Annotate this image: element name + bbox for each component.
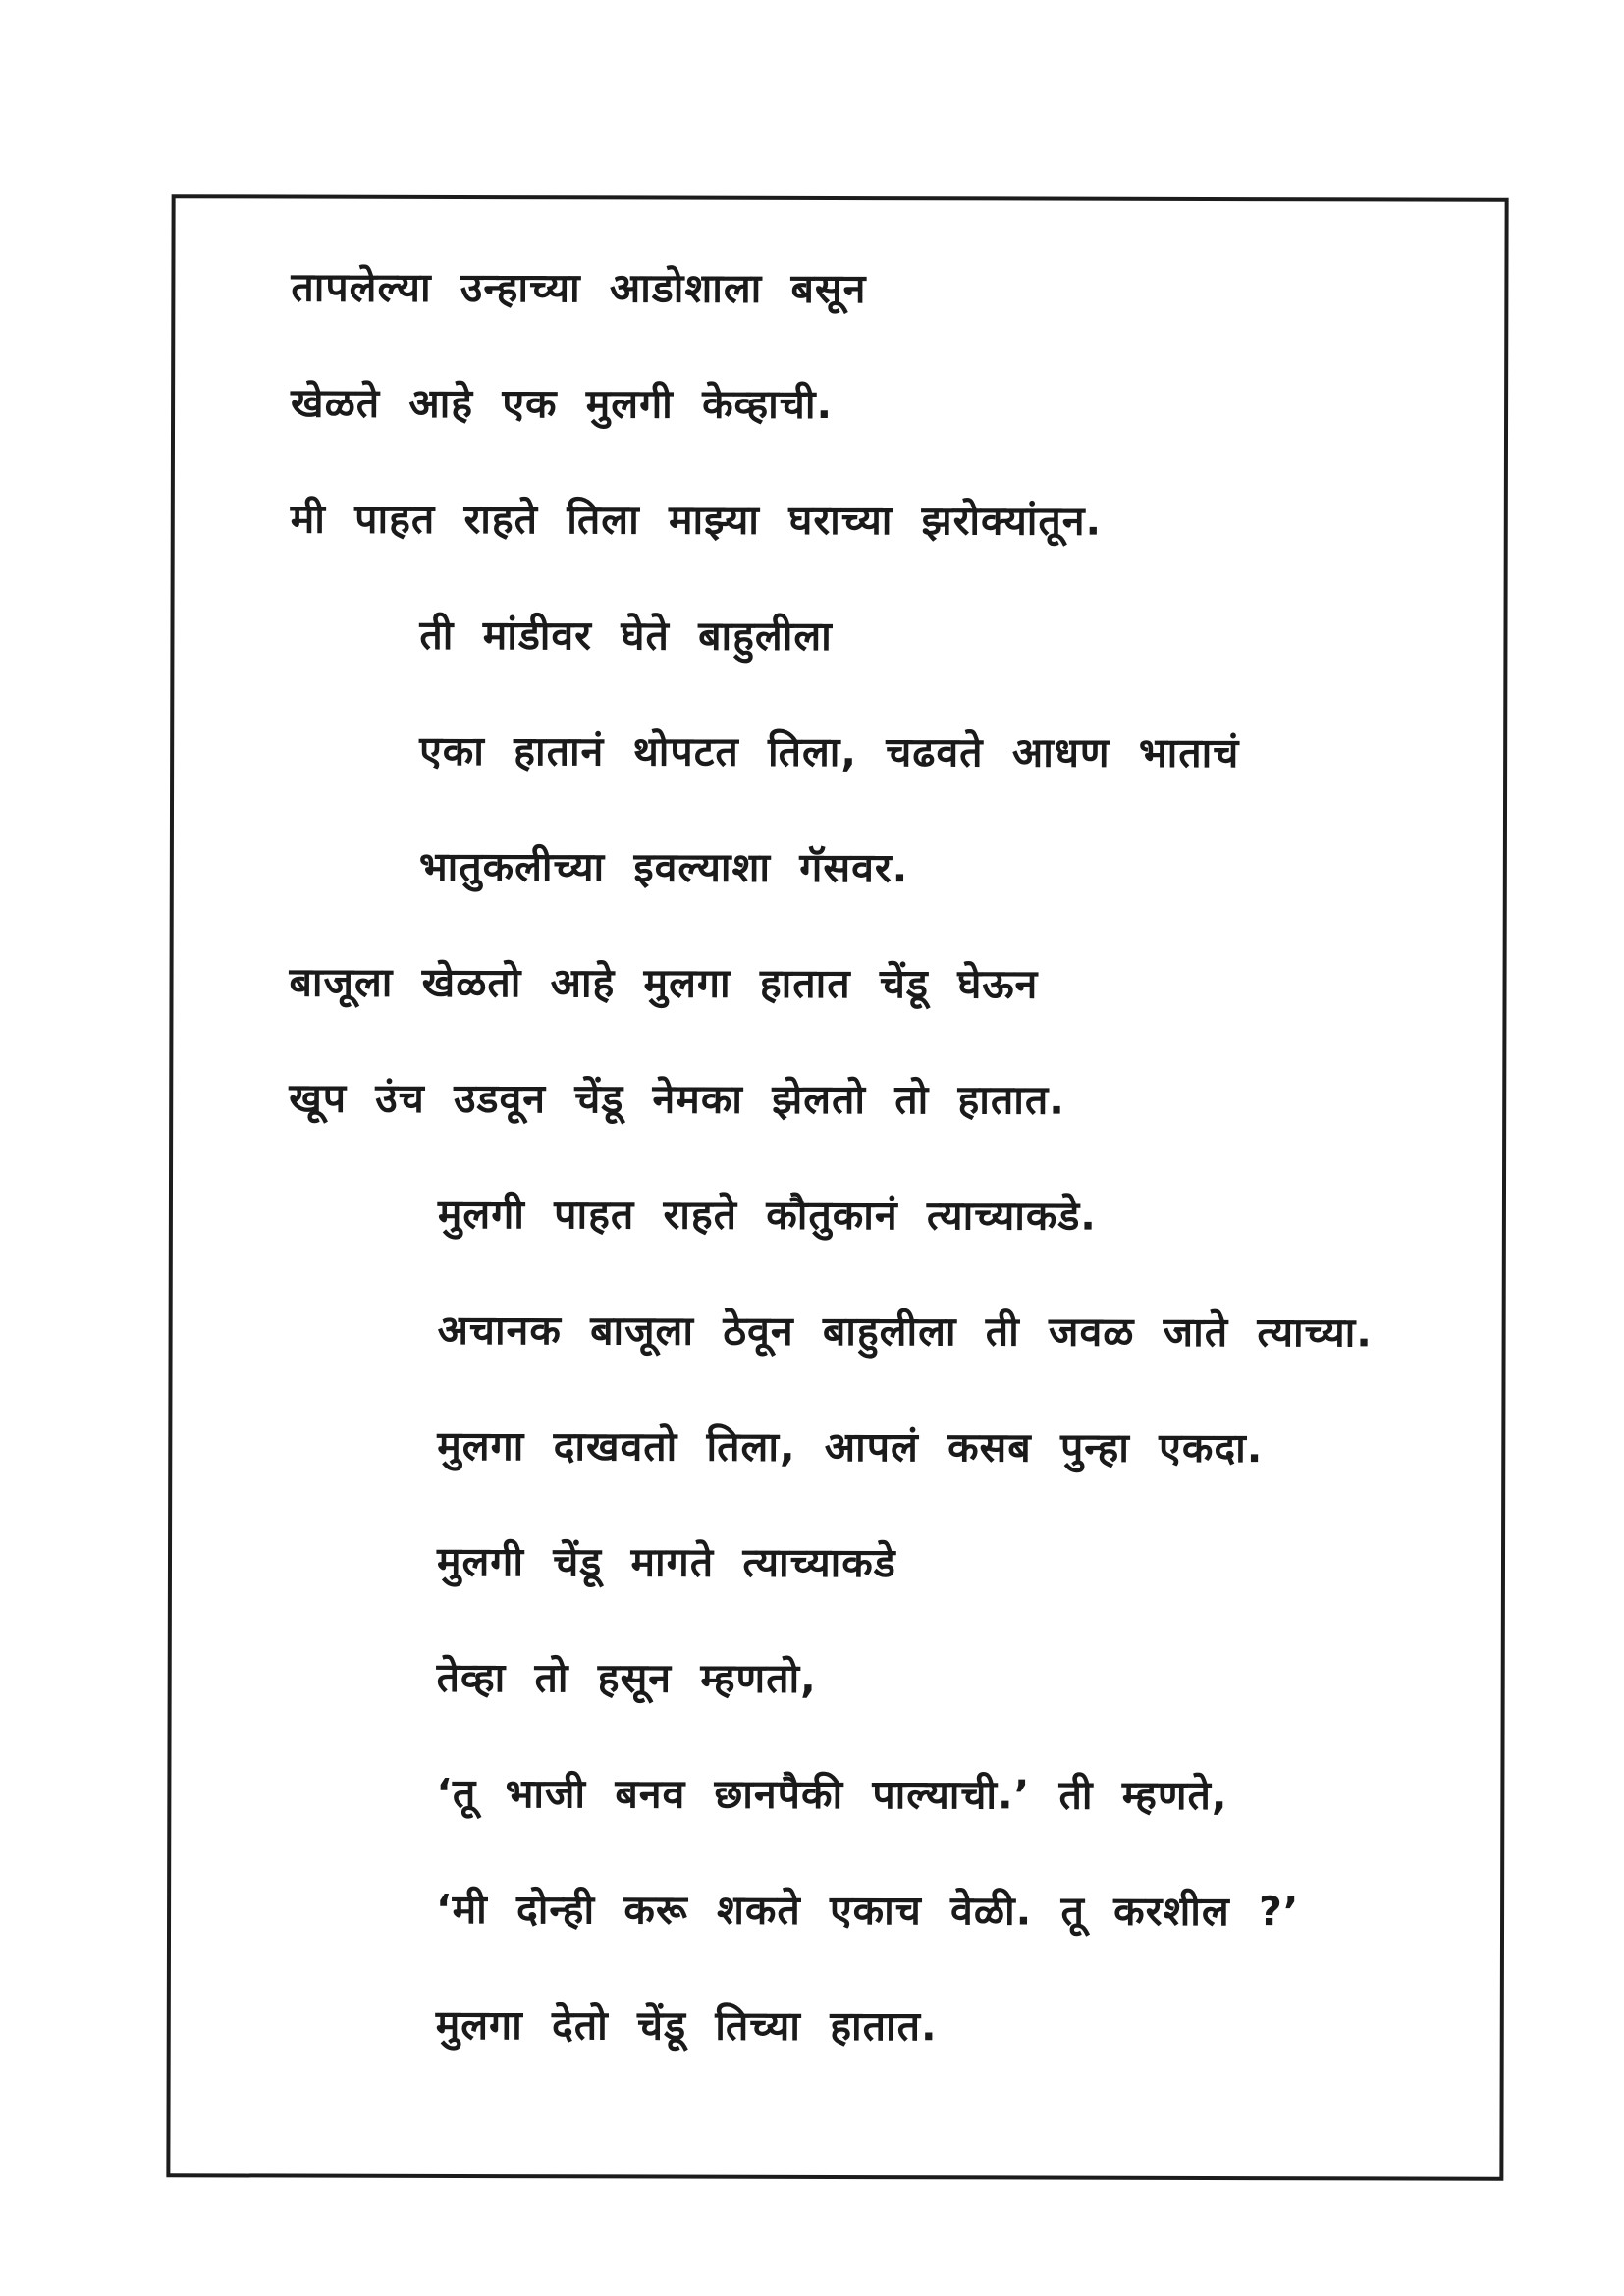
poem-line: मुलगा दाखवतो तिला, आपलं कसब पुन्हा एकदा. bbox=[437, 1421, 1264, 1472]
poem-line: एका हातानं थोपटत तिला, चढवते आधण भाताचं bbox=[419, 726, 1240, 777]
page-border-frame bbox=[166, 194, 1508, 2181]
poem-line: मुलगी पाहत राहते कौतुकानं त्याच्याकडे. bbox=[437, 1190, 1097, 1240]
poem-line: खेळते आहे एक मुलगी केव्हाची. bbox=[291, 379, 834, 428]
poem-line: तेव्हा तो हसून म्हणतो, bbox=[436, 1653, 817, 1702]
poem-line: मुलगी चेंडू मागते त्याच्याकडे bbox=[436, 1537, 896, 1587]
poem-line: तापलेल्या उन्हाच्या आडोशाला बसून bbox=[291, 263, 867, 313]
poem-text bbox=[170, 198, 1504, 2177]
poem-line: ‘मी दोन्ही करू शकते एकाच वेळी. तू करशील ?’ bbox=[436, 1885, 1300, 1936]
poem-line: खूप उंच उडवून चेंडू नेमका झेलतो तो हातात. bbox=[289, 1074, 1065, 1124]
poem-line: अचानक बाजूला ठेवून बाहुलीला ती जवळ जाते त्याच्या. bbox=[437, 1306, 1373, 1357]
poem-line: ती मांडीवर घेते बाहुलीला bbox=[419, 611, 833, 660]
poem-line: बाजूला खेळतो आहे मुलगा हातात चेंडू घेऊन bbox=[289, 958, 1039, 1008]
poem-line: मुलगा देतो चेंडू तिच्या हातात. bbox=[435, 2001, 938, 2051]
poem-line: ‘तू भाजी बनव छानपैकी पाल्याची.’ ती म्हणते, bbox=[436, 1769, 1228, 1820]
poem-line: मी पाहत राहते तिला माझ्या घराच्या झरोक्यांतून. bbox=[290, 495, 1103, 545]
poem-line: भातुकलीच्या इवल्याशा गॅसवर. bbox=[418, 842, 909, 892]
